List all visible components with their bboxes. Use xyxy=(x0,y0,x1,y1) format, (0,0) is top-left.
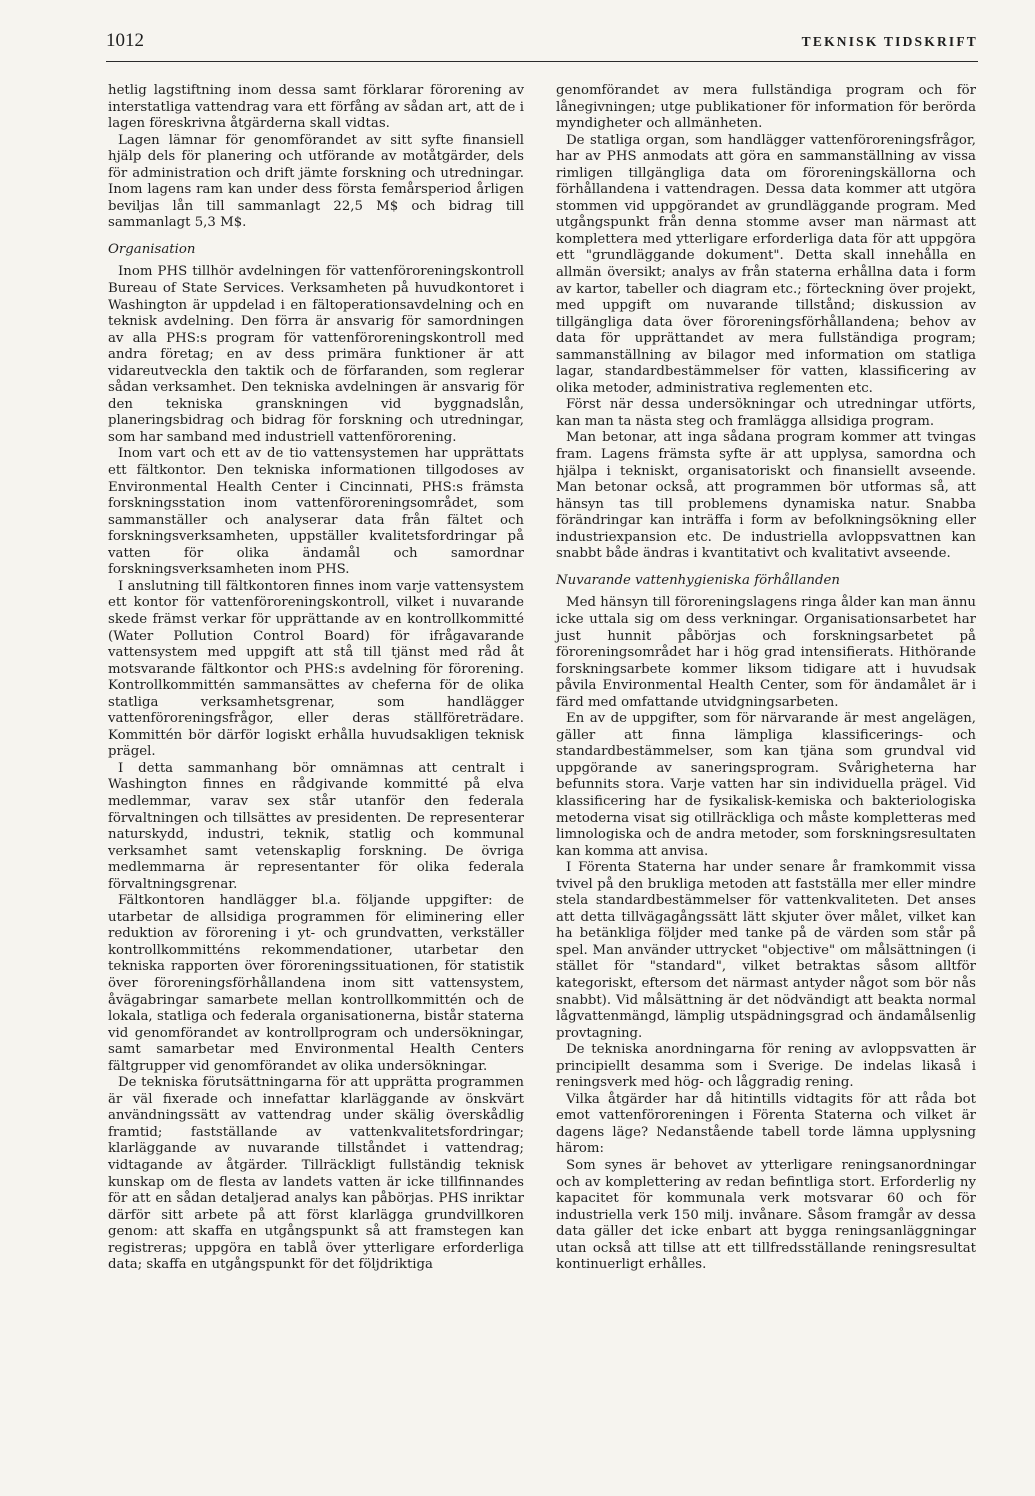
paragraph: I anslutning till fältkontoren finnes inom varje vattensystem ett kontor för vattenföroreningskontroll, vilket i nuvarande skede främst verkar för upprättande av en kontrollkommitté (Water Pollution Control Board) för ifrågavarande vattensystem med uppgift att stå till tjänst med råd åt motsvarande fältkontor och PHS:s avdelning för förorening. Kontrollkommittén sammansättes av cheferna för de olika statliga verksamhetsgrenar, som handlägger vattenföroreningsfrågor, eller deras ställföreträdare. Kommittén bör därför logiskt erhålla huvudsakligen teknisk prägel. xyxy=(108,578,524,760)
paragraph: I Förenta Staterna har under senare år framkommit vissa tvivel på den brukliga metoden att fastställa mer eller mindre stela standardbestämmelser för vattenkvaliteten. Det anses att detta tillvägagångssätt lätt skjuter över målet, vilket kan ha betänkliga följder med tanke på de värden som står på spel. Man använder uttrycket "objective" om målsättningen (i stället för "standard", vilket betraktas såsom alltför kategoriskt, eftersom det närmast antyder något som bör nås snabbt). Vid målsättning är det nödvändigt att beakta normal lågvattenmängd, lämplig utspädningsgrad och ändamålsenlig provtagning. xyxy=(556,860,976,1041)
header-rule xyxy=(106,61,978,62)
paragraph: genomförandet av mera fullständiga program och för lånegivningen; utge publikationer för information för berörda myndigheter och allmänheten. xyxy=(556,83,976,132)
left-column xyxy=(108,83,524,1274)
paragraph: De tekniska anordningarna för rening av avloppsvatten är principiellt desamma som i Sverige. De indelas likaså i reningsverk med hög- och låggradig rening. xyxy=(556,1042,976,1091)
paragraph: Man betonar, att inga sådana program kommer att tvingas fram. Lagens främsta syfte är att upplysa, samordna och hjälpa i tekniskt, organisatoriskt och finansiellt avseende. Man betonar också, att programmen bör utformas så, att hänsyn tas till problemens dynamiska natur. Snabba förändringar kan inträffa i form av befolkningsökning eller industriexpansion etc. De industriella avloppsvattnen kan snabbt både ändras i kvantitativt och kvalitativt avseende. xyxy=(556,430,976,562)
page-header xyxy=(106,30,978,56)
section-heading: Organisation xyxy=(108,241,196,257)
paragraph: Som synes är behovet av ytterligare reningsanordningar och av komplettering av redan befintliga stort. Erforderlig ny kapacitet för kommunala verk motsvarar 60 och för industriella verk 150 milj. invånare. Såsom framgår av dessa data gäller det icke enbart att bygga reningsanläggningar utan också att tillse att ett tillfredsställande reningsresultat kontinuerligt erhålles. xyxy=(556,1158,976,1273)
paragraph: De tekniska förutsättningarna för att upprätta programmen är väl fixerade och innefattar klarläggande av önskvärt användningssätt av vattendrag under skälig överskådlig framtid; fastställande av vattenkvalitetsfordringar; klarläggande av nuvarande tillståndet i vattendrag; vidtagande av åtgärder. Tillräckligt fullständig teknisk kunskap om de flesta av landets vatten är icke tillfinnandes för att en sådan detaljerad analys kan påbörjas. PHS inriktar därför sitt arbete på att först klarlägga grundvillkoren genom: att skaffa en utgångspunkt så att framstegen kan registreras; uppgöra en tablå över ytterligare erforderliga data; skaffa en utgångspunkt för det följdriktiga xyxy=(108,1075,524,1273)
paragraph: hetlig lagstiftning inom dessa samt förklarar förorening av interstatliga vattendrag vara ett förfång av sådan art, att de i lagen föreskrivna åtgärderna skall vidtas. xyxy=(108,83,524,132)
paragraph: Inom PHS tillhör avdelningen för vattenföroreningskontroll Bureau of State Services. Verksamheten på huvudkontoret i Washington är uppdelad i en fältoperationsavdelning och en teknisk avdelning. Den förra är ansvarig för samordningen av alla PHS:s program för vattenföroreningskontroll med andra företag; en av dess primära funktioner är att vidareutveckla den taktik och de förfaranden, som reglerar sådan verksamhet. Den tekniska avdelningen är ansvarig för den tekniska granskningen vid byggnadslån, planeringsbidrag och bidrag för forskning och utredningar, som har samband med industriell vattenförorening. xyxy=(108,264,524,445)
paragraph: Fältkontoren handlägger bl.a. följande uppgifter: de utarbetar de allsidiga programmen för eliminering eller reduktion av förorening i yt- och grundvatten, verkställer kontrollkommitténs rekommendationer, utarbetar den tekniska rapporten över föroreningssituationen, för statistik över föroreningsförhållandena inom sitt vattensystem, åvägabringar samarbete mellan kontrollkommittén och de lokala, statliga och federala organisationerna, bistår staterna vid genomförandet av kontrollprogram och undersökningar, samt samarbetar med Environmental Health Centers fältgrupper vid genomförandet av olika undersökningar. xyxy=(108,893,524,1074)
right-column xyxy=(556,83,976,1274)
paragraph: Med hänsyn till föroreningslagens ringa ålder kan man ännu icke uttala sig om dess verkningar. Organisationsarbetet har just hunnit påbörjas och forskningsarbetet på föroreningsområdet har i hög grad intensifierats. Hithörande forskningsarbete kommer liksom tidigare att i huvudsak påvila Environmental Health Center, som för ändamålet är i färd med omfattande utvidgningsarbeten. xyxy=(556,595,976,710)
paragraph: Först när dessa undersökningar och utredningar utförts, kan man ta nästa steg och framlägga allsidiga program. xyxy=(556,397,976,429)
section-heading: Nuvarande vattenhygieniska förhållanden xyxy=(556,572,840,588)
paragraph: Vilka åtgärder har då hitintills vidtagits för att råda bot emot vattenföroreningen i Förenta Staterna och vilket är dagens läge? Nedanstående tabell torde lämna upplysning härom: xyxy=(556,1091,976,1157)
paragraph: I detta sammanhang bör omnämnas att centralt i Washington finnes en rådgivande kommitté på elva medlemmar, varav sex står utanför den federala förvaltningen och tillsättes av presidenten. De representerar naturskydd, industri, teknik, statlig och kommunal verksamhet samt vetenskaplig forskning. De övriga medlemmarna är representanter för olika federala förvaltningsgrenar. xyxy=(108,760,524,892)
journal-title: TEKNISK TIDSKRIFT xyxy=(801,34,978,49)
paragraph: Inom vart och ett av de tio vattensystemen har upprättats ett fältkontor. Den tekniska informationen tillgodoses av Environmental Health Center i Cincinnati, PHS:s främsta forskningsstation inom vattenföroreningsområdet, som sammanställer och analyserar data från fältet och forskningsverksamheten, uppställer kvalitetsfordringar på vatten för olika ändamål och samordnar forskningsverksamheten inom PHS. xyxy=(108,446,524,578)
paragraph: De statliga organ, som handlägger vattenföroreningsfrågor, har av PHS anmodats att göra en sammanställning av vissa rimligen tillgängliga data om föroreningskällorna och förhållandena i vattendragen. Dessa data kommer att utgöra stommen vid uppgörandet av grundläggande program. Med utgångspunkt från denna stomme avser man närmast att komplettera med ytterligare erforderliga data för att uppgöra ett "grundläggande dokument". Detta skall innehålla en allmän översikt; analys av från staterna erhållna data i form av kartor, tabeller och diagram etc.; förteckning över projekt, med uppgift om nuvarande tillstånd; diskussion av tillgängliga data över föroreningsförhållandena; behov av data för upprättandet av mera fullständiga program; sammanställning av bilagor med information om statliga lagar, standardbestämmelser för vatten, klassificering av olika metoder, administrativa reglementen etc. xyxy=(556,132,976,396)
page-number: 1012 xyxy=(106,30,144,51)
paragraph: En av de uppgifter, som för närvarande är mest angelägen, gäller att finna lämpliga klassificerings- och standardbestämmelser, som kan tjäna som grundval vid uppgörande av saneringsprogram. Svårigheterna har befunnits stora. Varje vatten har sin individuella prägel. Vid klassificering har de fysikalisk-kemiska och bakteriologiska metoderna visat sig otillräckliga och måste kompletteras med limnologiska och de andra metoder, som forskningsresultaten kan komma att anvisa. xyxy=(556,711,976,859)
paragraph: Lagen lämnar för genomförandet av sitt syfte finansiell hjälp dels för planering och utförande av motåtgärder, dels för administration och drift jämte forskning och utredningar. Inom lagens ram kan under dess första femårsperiod årligen beviljas lån till sammanlagt 22,5 M$ och bidrag till sammanlagt 5,3 M$. xyxy=(108,132,524,231)
